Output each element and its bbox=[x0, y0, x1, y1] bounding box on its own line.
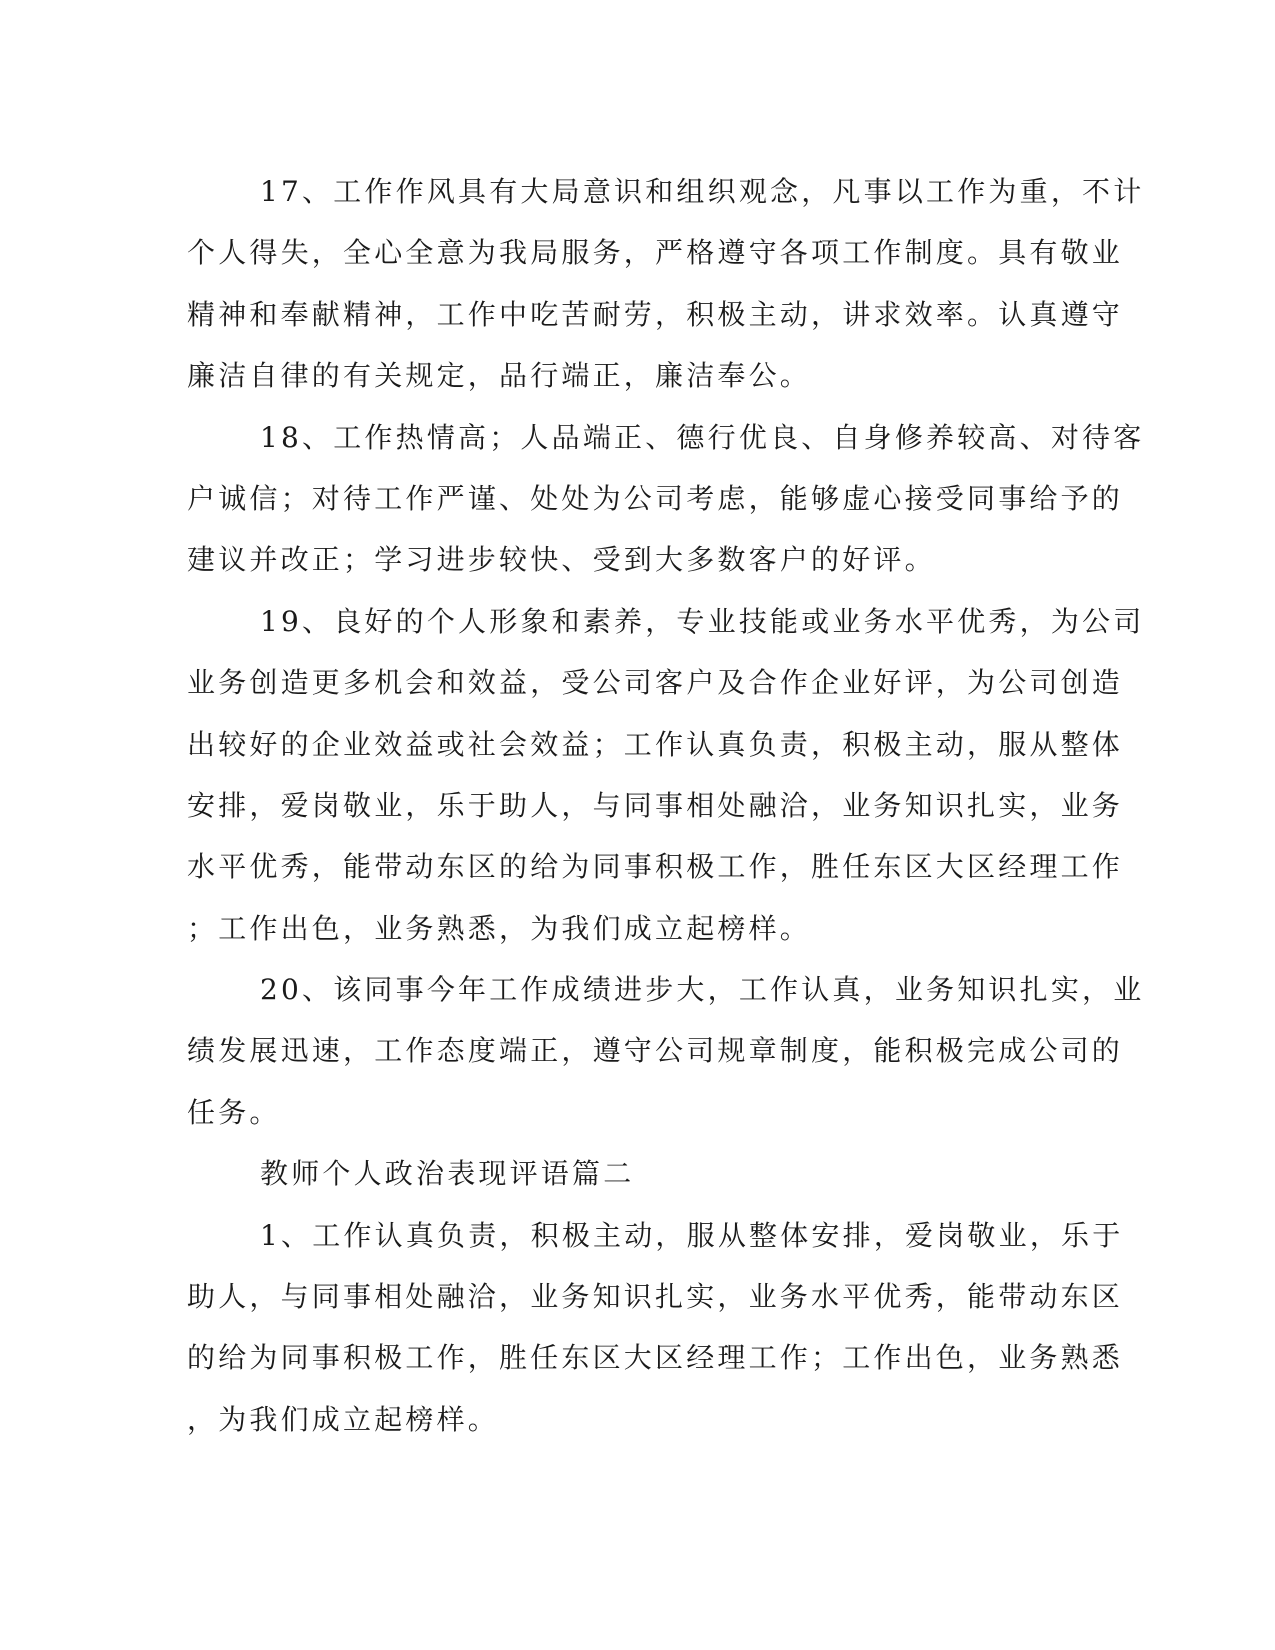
text-line: 任务。 bbox=[187, 1095, 281, 1129]
text-line: 绩发展迅速，工作态度端正，遵守公司规章制度，能积极完成公司的 bbox=[187, 1034, 1124, 1068]
text-line: 户诚信；对待工作严谨、处处为公司考虑，能够虚心接受同事给予的 bbox=[187, 481, 1124, 515]
text-line: 的给为同事积极工作，胜任东区大区经理工作；工作出色，业务熟悉 bbox=[187, 1341, 1124, 1375]
text-line: ；工作出色，业务熟悉，为我们成立起榜样。 bbox=[187, 911, 812, 945]
text-line: 安排，爱岗敬业，乐于助人，与同事相处融洽，业务知识扎实，业务 bbox=[187, 788, 1124, 822]
text-line: 出较好的企业效益或社会效益；工作认真负责，积极主动，服从整体 bbox=[187, 727, 1124, 761]
text-line: 业务创造更多机会和效益，受公司客户及合作企业好评，为公司创造 bbox=[187, 666, 1124, 700]
text-line: 建议并改正；学习进步较快、受到大多数客户的好评。 bbox=[187, 543, 936, 577]
text-line: ，为我们成立起榜样。 bbox=[187, 1402, 500, 1436]
text-line: 水平优秀，能带动东区的给为同事积极工作，胜任东区大区经理工作 bbox=[187, 850, 1124, 884]
text-line: 廉洁自律的有关规定，品行端正，廉洁奉公。 bbox=[187, 359, 812, 393]
text-line: 1、工作认真负责，积极主动，服从整体安排，爱岗敬业，乐于 bbox=[260, 1218, 1124, 1252]
text-line: 18、工作热情高；人品端正、德行优良、自身修养较高、对待客 bbox=[260, 420, 1145, 454]
text-line: 19、良好的个人形象和素养，专业技能或业务水平优秀，为公司 bbox=[260, 604, 1145, 638]
document-body bbox=[187, 161, 1145, 1450]
text-line: 教师个人政治表现评语篇二 bbox=[260, 1157, 635, 1191]
text-line: 精神和奉献精神，工作中吃苦耐劳，积极主动，讲求效率。认真遵守 bbox=[187, 297, 1124, 331]
text-line: 个人得失，全心全意为我局服务，严格遵守各项工作制度。具有敬业 bbox=[187, 236, 1124, 270]
text-line: 助人，与同事相处融洽，业务知识扎实，业务水平优秀，能带动东区 bbox=[187, 1280, 1124, 1314]
text-line: 17、工作作风具有大局意识和组织观念，凡事以工作为重，不计 bbox=[260, 175, 1145, 208]
text-line: 20、该同事今年工作成绩进步大，工作认真，业务知识扎实，业 bbox=[260, 973, 1145, 1007]
